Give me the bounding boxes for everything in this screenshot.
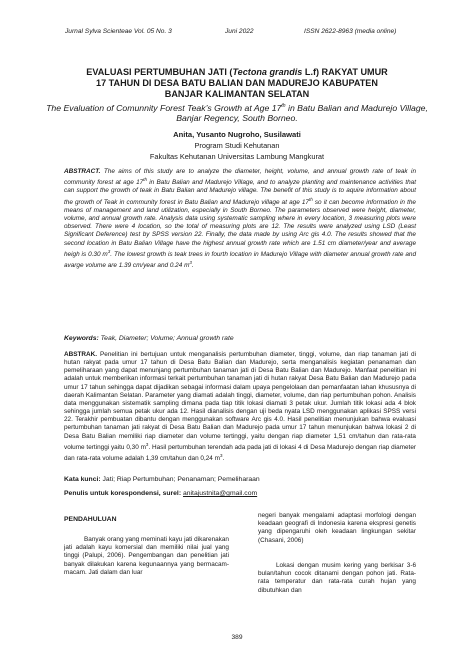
english-title (40, 101, 434, 124)
title-line-2: 17 TAHUN DI DESA BATU BALIAN DAN MADUREJO KABUPATEN (96, 78, 378, 88)
intro-left-paragraph: Banyak orang yang meminati kayu jati dikarenakan jati adalah kayu komersial dan memiliki nilai jual yang tinggi (Palupi, 2006). Pengembangan dan penelitian jati banyak dilakukan karena kegunaannya yang bermacam-macam. Jati dalam dan luar (64, 536, 229, 576)
abstract-label: ABSTRACT. (64, 168, 101, 175)
title-line-3: BANJAR KALIMANTAN SELATAN (164, 89, 310, 99)
author-email-link[interactable]: anitajustnita@gmail.com (182, 490, 258, 497)
keywords-indonesian (64, 476, 416, 483)
kata-kunci-label: Kata kunci: (64, 476, 101, 483)
kata-kunci-text: Jati; Riap Pertumbuhan; Penanaman; Pemeliharaan (100, 476, 260, 483)
keywords-english (64, 335, 416, 342)
superscript: 3 (107, 248, 111, 254)
abstract-indonesian (64, 351, 416, 463)
abstrak-text: Penelitian ini bertujuan untuk menganalisis pertumbuhan diameter, tinggi, volume, dan riap tanaman jati di hutan rakyat pada umur 17 tahun di Desa Batu Balian dan Madurejo, serta menganalisis kegiatan penanaman dan pemeliharaan yang dapat menunjang pertumbuhan tanaman jati di Desa Batu Balian dan Madurejo. Manfaat penelitian ini adalah untuk memberikan informasi terkait pertumbuhan tanaman jati di hutan rakyat Desa Batu Balian dan Madurejo pada umur 17 tahun sehingga dapat dijadikan sebagai informasi dalam upaya pengelolaan dan pemanfaatan lahan khususnya di daerah Kalimantan Selatan. Parameter yang diamati adalah tinggi, diameter, volume, dan riap pertumbuhan pohon. Analisis data menggunakan sistematik sampling dimana pada tiap titik lokasi diamati 3 petak ukur. Jumlah titik lokasi ada 4 blok sehingga jumlah semua petak ukur ada 12. Hasil dianalisis dengan uji beda nyata LSD menggunakan aplikasi SPSS versi 22. Terakhir pembuatan dibantu dengan menggunakan software Arc gis 4.0. Hasil penelitian menunjukan bahwa evaluasi pertumbuhan tanaman jati rakyat di Desa Batu Balian dan Madurejo pada umur 17 tahun menunjukan bahwa lokasi 2 di Desa Batu Balian memiliki riap diameter dan volume tertinggi, yaitu dengan riap diameter 1,51 cm/tahun dan rata-rata volume tertinggi yaitu 0,30 m (64, 351, 416, 451)
abstract-text: so it can become information in the means of management and land utilization, especially in South Borneo. The parameters observed were height, diameter, volume, and annual growth rate. Analysis data using systematic sampling where in every location, 3 measuring plots were observed. There were 4 location, so the total of measuring plots are 12. The results were analyzed using LSD (Least Significant Deference) test by SPSS version 22. Finally, the data made by using Arc gis 4.0. The results showed that the second location in Batu Balian Village have the highest annual growth rate which are 1.51 cm diameter/year and average heigh is 0.30 m (64, 198, 416, 258)
keywords-text: Teak, Diameter; Volume; Annual growth rate (98, 335, 234, 342)
subtitle-text: The Evaluation of Comunnity Forest Teak’s Growth at Age 17 (46, 102, 282, 113)
keywords-label: Keywords: (64, 335, 99, 342)
issue-date: Juni 2022 (225, 28, 254, 35)
superscript: th (143, 177, 147, 183)
correspondence-label: Penulis untuk korespondensi, surel: (64, 490, 182, 497)
superscript: 3 (219, 453, 223, 458)
abstract-text: The aims of this study are to analyze the diameter, height, volume, and annual growth rate of teak in community forest at age 17 (64, 168, 416, 187)
abstrak-label: ABSTRAK. (64, 351, 98, 358)
superscript: th (281, 103, 286, 109)
title-text: L.f) RAKYAT UMUR (302, 67, 388, 77)
subtitle-text: in Batu Balian and Madurejo Village, Banjar Regency, South Borneo. (176, 102, 428, 124)
superscript: th (308, 196, 313, 202)
superscript: 3 (189, 259, 192, 265)
program-name: Program Studi Kehutanan (194, 141, 280, 150)
title-line-1 (40, 67, 434, 78)
title-text: EVALUASI PERTUMBUHAN JATI ( (86, 67, 233, 77)
species-name: Tectona grandis (232, 67, 303, 77)
faculty-name: Fakultas Kehutanan Universitas Lambung Mangkurat (149, 152, 325, 161)
page-number: 389 (231, 634, 243, 641)
correspondence (64, 490, 416, 497)
abstrak-text: . Hasil pertumbuhan terendah ada pada jati di lokasi 4 di Desa Madurejo dengan riap diameter dan rata-rata volume adalah 1,39 cm/tahun dan 0,24 m (64, 443, 417, 463)
abstract-text: . The lowest growth is teak trees in fourth location in Madurejo Village with diameter annual growth rate and avarge volume are 1.39 cm/year and 0.24 m (64, 250, 417, 270)
section-heading: PENDAHULUAN (64, 516, 117, 523)
journal-name: Jurnal Sylva Scienteae Vol. 05 No. 3 (65, 28, 172, 35)
abstract-english (64, 168, 416, 270)
authors: Anita, Yusanto Nugroho, Susilawati (173, 130, 301, 139)
intro-right-paragraph-1: negeri banyak mengalami adaptasi morfologi dengan keadaan geografi di Indonesia karena ekspresi genetis yang dipengaruhi oleh keadaan lingkungan sekitar (Chasani, 2006) (258, 512, 416, 544)
issn: ISSN 2622-8963 (media online) (304, 28, 397, 35)
abstract-text: . (191, 262, 194, 270)
intro-right-paragraph-2: Lokasi dengan musim kering yang berkisar 3-6 bulan/tahun cocok ditanami dengan pohon jati. Rata-rata temperatur dan rata-rata curah hujan yang dibutuhkan dan (258, 562, 416, 594)
abstrak-text: . (222, 455, 225, 463)
paper-title (40, 67, 434, 100)
abstract-text: in Batu Balian and Madurejo Village, and to analyze planting and maintenance activities that can support the growth of teak in Batu Balian and Madurejo village. The benefit of this study is to aquire information about the growth of Teak in community forest in Batu Balian and Madurejo village at age 17 (64, 179, 416, 206)
superscript: 3 (145, 441, 149, 447)
